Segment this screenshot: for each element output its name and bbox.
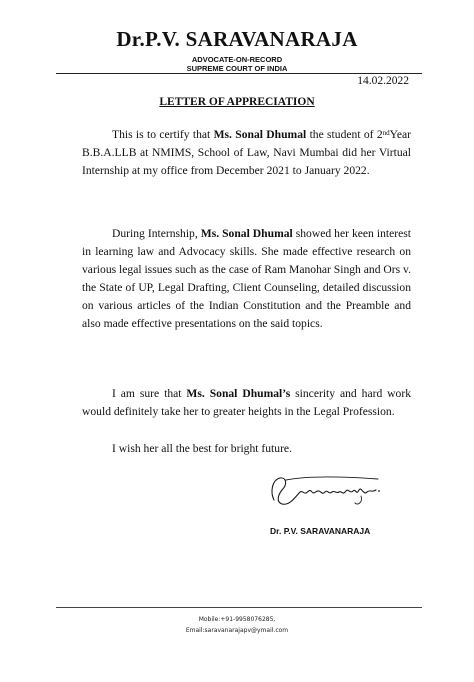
letterhead-court: SUPREME COURT OF INDIA [186,64,288,73]
footer-email: Email:saravanarajapv@ymail.com [185,627,289,634]
letter-title: LETTER OF APPRECIATION [159,96,315,108]
p2-student-name: Ms. Sonal Dhumal [200,227,293,240]
paragraph-wishes: I wish her all the best for bright future. [112,442,292,455]
footer-divider [56,607,422,608]
p1-text-a: This is to certify that [112,128,214,141]
signer-name: Dr. P.V. SARAVANARAJA [270,526,371,536]
letterhead-designation: ADVOCATE-ON-RECORD [191,55,283,64]
handwritten-signature-icon [266,470,386,510]
p1-year-suffix: nd [382,129,390,137]
p1-text-c: Year B.B.A.LLB at NMIMS, School of Law, Navi Mumbai did her Virtual Internship at my office from December 2021 to January 2022. [82,128,412,177]
letter-date: 14.02.2022 [357,75,409,87]
paragraph-internship [82,225,411,333]
p2-text-a: During Internship, [112,227,201,240]
footer-mobile: Mobile:+91-9958076285, [198,616,276,623]
p1-student-name: Ms. Sonal Dhumal [213,128,307,141]
p1-text-b: the student of [306,128,377,141]
p3-student-name: Ms. Sonal Dhumal’s [186,387,291,400]
p2-text-b: showed her keen interest in learning law and Advocacy skills. She made effective research on various legal issues such as the case of Ram Manohar Singh and Ors v. the State of UP, Legal Drafting, Client Counseling, detailed discussion on various articles of the Indian Constitution and the Preamble and also made effective presentations on the said topics. [82,227,411,330]
paragraph-recommendation [82,385,411,421]
p3-text-a: I am sure that [112,387,187,400]
letterhead-name: Dr.P.V. SARAVANARAJA [116,27,358,51]
header-divider [56,73,422,74]
paragraph-certification [82,126,411,180]
p1-year-number: 2 [376,128,383,141]
p3-text-b: sincerity and hard work would definitely take her to greater heights in the Legal Profession. [82,387,411,418]
